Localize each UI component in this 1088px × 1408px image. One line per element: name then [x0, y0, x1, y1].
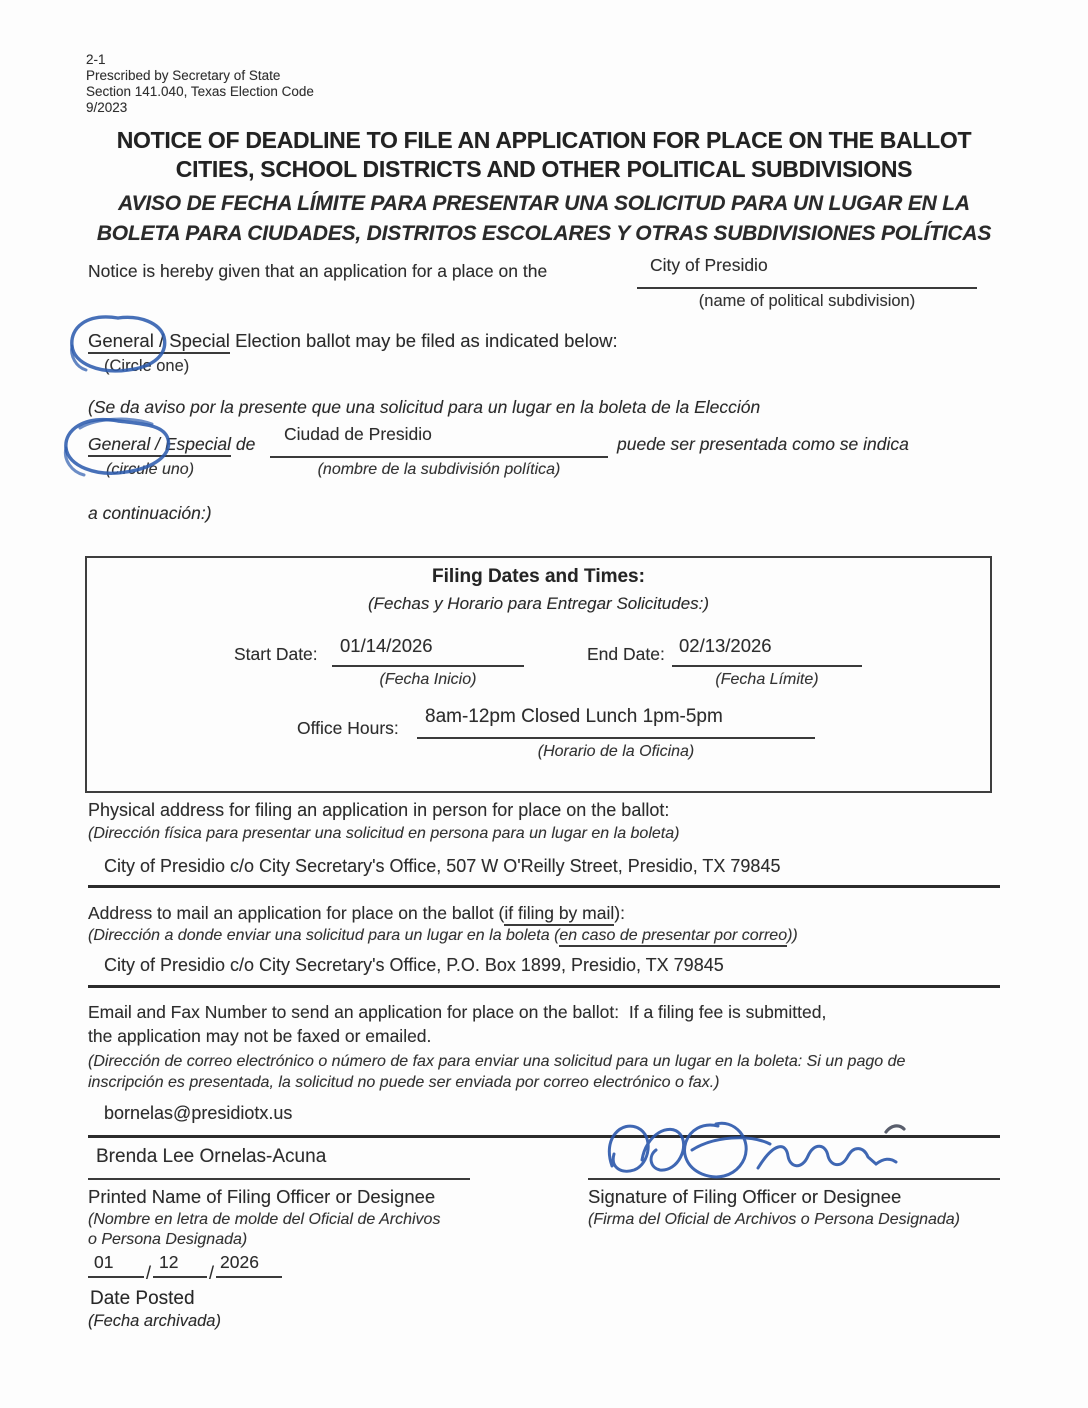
date-posted-label: Date Posted [90, 1288, 195, 1309]
physical-address-rule [88, 885, 1000, 888]
printed-name-label-es-2: o Persona Designada) [88, 1231, 248, 1248]
physical-address-heading: Physical address for filing an application in person for place on the ballot: [88, 800, 670, 820]
page-title-es-line1: AVISO DE FECHA LÍMITE PARA PRESENTAR UNA SOLICITUD PARA UN LUGAR EN LA [118, 192, 970, 215]
circle-one-caption: (Circle one) [104, 357, 190, 375]
signature-label-es: (Firma del Oficial de Archivos o Persona Designada) [588, 1211, 961, 1228]
end-date-value: 02/13/2026 [679, 635, 772, 656]
page-title-line1: NOTICE OF DEADLINE TO FILE AN APPLICATION FOR PLACE ON THE BALLOT [116, 127, 972, 153]
subdivision-name-line [637, 287, 977, 289]
printed-name-value: Brenda Lee Ornelas-Acuna [96, 1146, 327, 1167]
email-value: bornelas@presidiotx.us [104, 1103, 293, 1123]
subdivision-name-es-caption: (nombre de la subdivisión política) [317, 461, 561, 478]
subdivision-name-value: City of Presidio [650, 255, 768, 275]
mail-address-value: City of Presidio c/o City Secretary's Office, P.O. Box 1899, Presidio, TX 79845 [104, 955, 724, 975]
signature-pen-mark [886, 1126, 904, 1132]
filing-box-title: Filing Dates and Times: [432, 566, 645, 587]
filing-dates-box [85, 556, 992, 793]
subdivision-name-es-line [270, 456, 608, 458]
end-date-label: End Date: [587, 644, 665, 664]
office-hours-value: 8am-12pm Closed Lunch 1pm-5pm [425, 706, 723, 727]
mail-heading-es-post: )) [787, 927, 798, 944]
printed-name-label-es-1: (Nombre en letra de molde del Oficial de Archivos [88, 1211, 441, 1228]
date-posted-label-es: (Fecha archivada) [88, 1312, 221, 1330]
filing-box-title-es: (Fechas y Horario para Entregar Solicitudes:) [367, 594, 710, 613]
date-slash-2: / [209, 1263, 215, 1283]
general-special-choice: General / Special [88, 330, 230, 354]
emailfax-heading-line2: the application may not be faxed or emailed. [88, 1026, 432, 1046]
mail-heading-underlined: if filing by mail [504, 903, 614, 926]
general-special-rest: Election ballot may be filed as indicated below: [235, 330, 618, 351]
start-date-caption: (Fecha Inicio) [379, 671, 477, 688]
emailfax-heading-es-line1: (Dirección de correo electrónico o número de fax para enviar una solicitud para un lugar en la boleta: Si un pago de [88, 1053, 906, 1070]
printed-name-line [88, 1178, 470, 1180]
start-date-line [332, 665, 524, 667]
continuation-caption: a continuación:) [88, 503, 212, 523]
subdivision-name-es-value: Ciudad de Presidio [284, 424, 432, 444]
mail-heading-post: ): [614, 903, 625, 923]
subdivision-name-caption: (name of political subdivision) [698, 292, 916, 310]
date-slash-1: / [146, 1263, 152, 1283]
end-date-line [672, 665, 862, 667]
physical-address-heading-es: (Dirección física para presentar una solicitud en persona para un lugar en la boleta) [88, 825, 680, 842]
office-hours-line [417, 737, 815, 739]
office-hours-label: Office Hours: [297, 718, 399, 738]
notice-es-tail: puede ser presentada como se indica [617, 434, 909, 454]
date-posted-day: 12 [153, 1252, 207, 1278]
form-number: 2-1 [86, 52, 106, 67]
emailfax-heading-es-line2: inscripción es presentada, la solicitud no puede ser enviada por correo electrónico o fax.) [88, 1074, 720, 1091]
circule-uno-caption: (circule uno) [106, 461, 195, 478]
page-title-es-line2: BOLETA PARA CIUDADES, DISTRITOS ESCOLARES Y OTRAS SUBDIVISIONES POLÍTICAS [96, 222, 992, 245]
date-posted-year: 2026 [216, 1252, 282, 1278]
form-section: Section 141.040, Texas Election Code [86, 84, 314, 99]
signature-label: Signature of Filing Officer or Designee [588, 1186, 902, 1207]
signature-ink [598, 1114, 932, 1190]
mail-heading-es-pre: (Dirección a donde enviar una solicitud para un lugar en la boleta ( [88, 927, 560, 944]
date-posted-month: 01 [88, 1252, 144, 1278]
circle-annotation-ink-spanish [58, 414, 176, 484]
form-revision: 9/2023 [86, 100, 128, 115]
page-title-line2: CITIES, SCHOOL DISTRICTS AND OTHER POLITICAL SUBDIVISIONS [175, 156, 913, 182]
office-hours-caption: (Horario de la Oficina) [537, 743, 695, 760]
emailfax-heading-line1: Email and Fax Number to send an application for place on the ballot: If a filing fee is submitted, [88, 1002, 827, 1022]
date-posted-field [88, 1252, 282, 1283]
form-prescribed-by: Prescribed by Secretary of State [86, 68, 281, 83]
mail-address-heading-es [88, 927, 798, 945]
general-especial-choice: General / Especial [88, 434, 231, 457]
mail-address-heading [88, 903, 625, 924]
mail-heading-pre: Address to mail an application for place on the ballot ( [88, 903, 505, 923]
notice-lead: Notice is hereby given that an application for a place on the [88, 261, 548, 281]
circle-annotation-ink-english [64, 310, 172, 380]
start-date-label: Start Date: [234, 644, 318, 664]
printed-name-label: Printed Name of Filing Officer or Designee [88, 1186, 436, 1207]
physical-address-value: City of Presidio c/o City Secretary's Office, 507 W O'Reilly Street, Presidio, TX 79845 [104, 856, 781, 876]
mail-address-rule [88, 985, 1000, 988]
notice-es-line1: (Se da aviso por la presente que una solicitud para un lugar en la boleta de la Elección [88, 397, 761, 417]
mail-heading-es-underlined: en caso de presentar por correo [559, 927, 787, 947]
start-date-value: 01/14/2026 [340, 635, 433, 656]
general-especial-de: de [235, 434, 256, 454]
end-date-caption: (Fecha Límite) [715, 671, 819, 688]
form-meta [86, 52, 314, 116]
